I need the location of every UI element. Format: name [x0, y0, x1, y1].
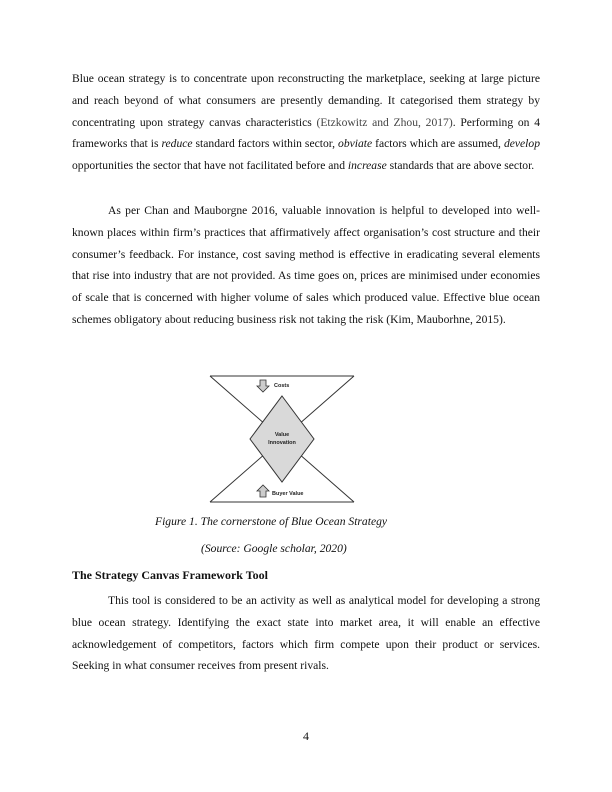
paragraph-blue-ocean-intro: [72, 68, 540, 177]
p1-text-6: standards that are above sector.: [386, 159, 535, 173]
section-heading: The Strategy Canvas Framework Tool: [72, 568, 268, 582]
paragraph-value-innovation: As per Chan and Mauborgne 2016, valuable innovation is helpful to developed into well-known places within firm’s practices that affirmatively affect organisation’s cost structure and their consumer’s feedback. For instance, cost saving method is effective in eradicating several elements that rise into industry that are not provided. As time goes on, prices are minimised under economies of scale that is concerned with higher volume of sales which produced value. Effective blue ocean schemes obligatory about reducing business risk not taking the risk (Kim, Mauborhne, 2015).: [72, 204, 540, 326]
keyword-develop: develop: [503, 137, 540, 151]
costs-label: Costs: [274, 383, 290, 389]
p1-text-5: opportunities the sector that have not facilitated before and: [72, 159, 348, 173]
value-innovation-diamond: [250, 396, 314, 482]
buyer-value-up-arrow-icon: [257, 485, 269, 497]
keyword-reduce: reduce: [161, 137, 193, 151]
keyword-obviate: obviate: [338, 137, 373, 151]
figure-caption: Figure 1. The cornerstone of Blue Ocean Strategy: [155, 515, 388, 528]
costs-down-arrow-icon: [257, 380, 269, 392]
buyer-value-label: Buyer Value: [272, 491, 304, 497]
value-label: Value: [274, 432, 290, 438]
citation-etzkowitz: (Etzkowitz and Zhou, 2017): [316, 115, 453, 129]
p1-text-2: . Performing on 4 frameworks that is: [72, 115, 540, 151]
keyword-increase: increase: [347, 159, 387, 173]
paragraph-strategy-canvas: This tool is considered to be an activity as well as analytical model for developing a strong blue ocean strategy. Identifying the exact state into market area, it will enable an effective acknowledgement of competitors, factors which firm compete upon their product or services. Seeking in what consumer receives from present rivals.: [72, 594, 540, 673]
innovation-label: Innovation: [268, 440, 296, 446]
p1-text-1: Blue ocean strategy is to concentrate upon reconstructing the marketplace, seeking at large picture and reach beyond of what consumers are presently demanding. It categorised them strategy by concentrating upon strategy canvas characteristics: [72, 72, 540, 129]
p1-text-3: standard factors within sector,: [192, 137, 339, 151]
page-number: 4: [303, 729, 309, 743]
value-innovation-figure: [208, 374, 356, 506]
figure-source: (Source: Google scholar, 2020): [201, 542, 347, 555]
p1-text-4: factors which are assumed,: [372, 137, 504, 151]
